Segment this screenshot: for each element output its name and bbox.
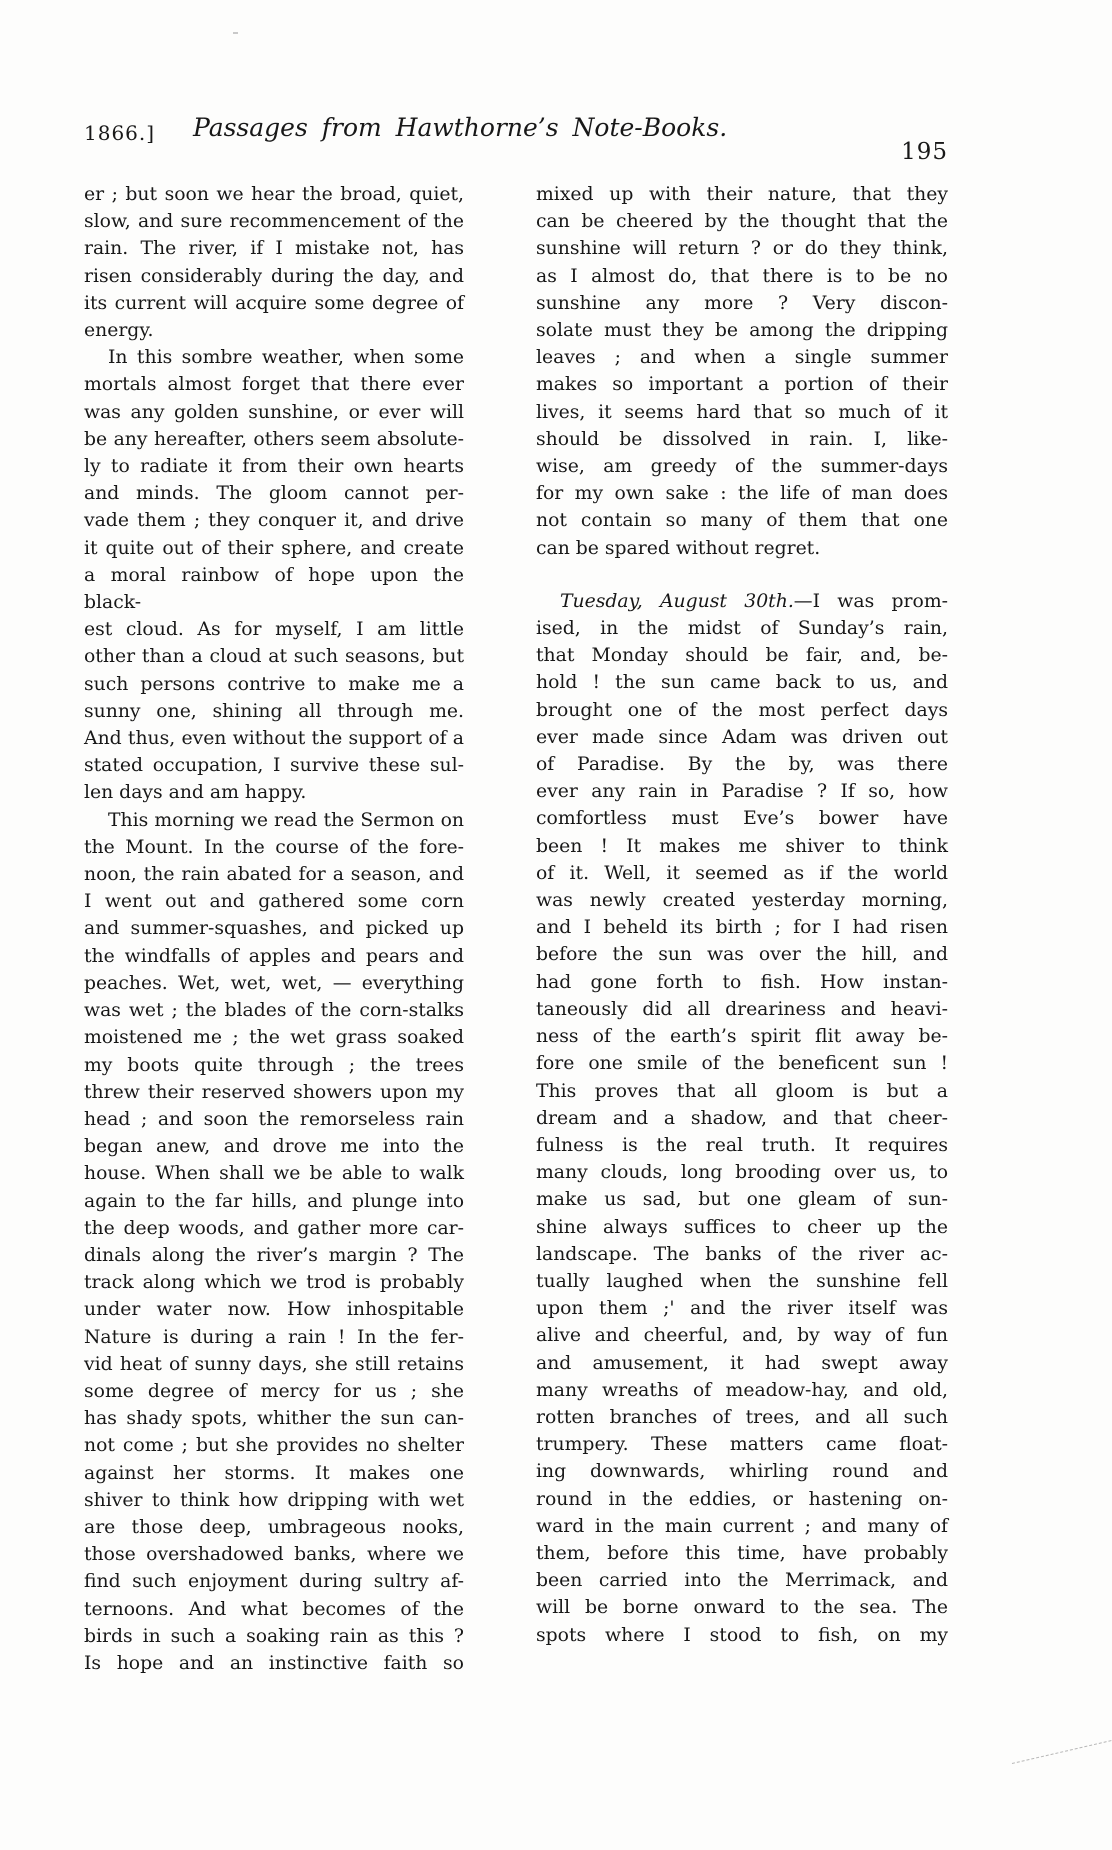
text-line: against her storms. It makes one (84, 1462, 464, 1484)
text-line: of Paradise. By the by, was there (536, 754, 948, 776)
text-line: ing downwards, whirling round and (536, 1461, 948, 1483)
paragraph-sombre-weather (84, 344, 464, 806)
diary-lead-rest: —I was prom- (793, 590, 948, 612)
page-number: 195 (901, 139, 948, 165)
text-line: and amusement, it had swept away (536, 1352, 948, 1374)
text-line: been ! It makes me shiver to think (536, 835, 948, 857)
text-line: fulness is the real truth. It requires (536, 1134, 948, 1156)
text-line: should be dissolved in rain. I, like- (536, 428, 948, 450)
text-line: many wreaths of meadow-hay, and old, (536, 1379, 948, 1401)
text-line: ever any rain in Paradise ? If so, how (536, 781, 948, 803)
text-line: was wet ; the blades of the corn-stalks (84, 1000, 464, 1022)
text-line: spots where I stood to fish, on my (536, 1624, 948, 1646)
paragraph-continuation (84, 181, 464, 344)
text-line: other than a cloud at such seasons, but (84, 646, 464, 668)
text-line: ised, in the midst of Sunday’s rain, (536, 618, 948, 640)
text-line: be any hereafter, others seem absolute- (84, 428, 464, 450)
text-line: threw their reserved showers upon my (84, 1081, 464, 1103)
text-line: can be cheered by the thought that the (536, 211, 948, 233)
text-line: leaves ; and when a single summer (536, 347, 948, 369)
text-line: the windfalls of apples and pears and (84, 945, 464, 967)
running-title: Passages from Hawthorne’s Note-Books. (193, 113, 728, 142)
text-line: it quite out of their sphere, and create (84, 537, 464, 559)
text-line: shiver to think how dripping with wet (84, 1489, 464, 1511)
text-line: landscape. The banks of the river ac- (536, 1243, 948, 1265)
text-line: rain. The river, if I mistake not, has (84, 238, 464, 260)
text-line: track along which we trod is probably (84, 1272, 464, 1294)
text-columns (84, 181, 948, 1677)
paragraph-continuation (536, 181, 948, 562)
right-column (536, 181, 948, 1677)
text-line: was any golden sunshine, or ever will (84, 401, 464, 423)
text-line: its current will acquire some degree of (84, 292, 464, 314)
scan-scratch-line (1012, 1740, 1112, 1764)
diary-entry-first-line (536, 588, 948, 615)
text-line: been carried into the Merrimack, and (536, 1570, 948, 1592)
text-line: round in the eddies, or hastening on- (536, 1488, 948, 1510)
text-line: those overshadowed banks, where we (84, 1544, 464, 1566)
left-column (84, 181, 464, 1677)
text-line: noon, the rain abated for a season, and (84, 864, 464, 886)
text-line: lives, it seems hard that so much of it (536, 401, 948, 423)
text-line: has shady spots, whither the sun can- (84, 1408, 464, 1430)
text-line: len days and am happy. (84, 782, 307, 804)
text-line: birds in such a soaking rain as this ? (84, 1625, 464, 1647)
text-line: mortals almost forget that there ever (84, 374, 464, 396)
text-line: not contain so many of them that one (536, 510, 948, 532)
text-line: of it. Well, it seemed as if the world (536, 862, 948, 884)
scan-speck (233, 32, 238, 34)
text-line: dream and a shadow, and that cheer- (536, 1107, 948, 1129)
text-line: er ; but soon we hear the broad, quiet, (84, 184, 464, 205)
text-line: that Monday should be fair, and, be- (536, 645, 948, 667)
text-line: ness of the earth’s spirit flit away be- (536, 1026, 948, 1048)
text-line: find such enjoyment during sultry af- (84, 1571, 464, 1593)
text-line: can be spared without regret. (536, 537, 821, 559)
text-line: solate must they be among the dripping (536, 320, 948, 342)
text-line: head ; and soon the remorseless rain (84, 1108, 464, 1130)
text-line: some degree of mercy for us ; she (84, 1380, 464, 1402)
page-header (84, 112, 948, 165)
text-line: ever made since Adam was driven out (536, 726, 948, 748)
text-line: tually laughed when the sunshine fell (536, 1270, 948, 1292)
text-line: sunny one, shining all through me. (84, 700, 464, 722)
text-line: I went out and gathered some corn (84, 891, 464, 913)
text-line: a moral rainbow of hope upon the black- (84, 564, 464, 614)
text-line: energy. (84, 320, 154, 342)
text-line: make us sad, but one gleam of sun- (536, 1189, 948, 1211)
diary-entry-lines (536, 615, 948, 1649)
text-line: many clouds, long brooding over us, to (536, 1162, 948, 1184)
text-line: est cloud. As for myself, I am little (84, 619, 464, 641)
paragraph-diary-entry (536, 588, 948, 1649)
text-line: Nature is during a rain ! In the fer- (84, 1326, 464, 1348)
text-line: again to the far hills, and plunge into (84, 1190, 464, 1212)
text-line: ly to radiate it from their own hearts (84, 456, 464, 478)
paragraph-sermon-morning (84, 807, 464, 1678)
text-line: mixed up with their nature, that they (536, 184, 948, 205)
text-line: ternoons. And what becomes of the (84, 1598, 464, 1620)
text-line: are those deep, umbrageous nooks, (84, 1516, 464, 1538)
text-line: Is hope and an instinctive faith so (84, 1652, 464, 1674)
text-line: This proves that all gloom is but a (536, 1080, 948, 1102)
text-line: sunshine any more ? Very discon- (536, 292, 948, 314)
text-line: brought one of the most perfect days (536, 699, 948, 721)
text-line: for my own sake : the life of man does (536, 483, 948, 505)
text-line: slow, and sure recommencement of the (84, 211, 464, 233)
text-line: And thus, even without the support of a (84, 728, 464, 750)
text-line: shine always suffices to cheer up the (536, 1216, 948, 1238)
text-line: house. When shall we be able to walk (84, 1163, 464, 1185)
text-line: dinals along the river’s margin ? The (84, 1244, 464, 1266)
text-line: comfortless must Eve’s bower have (536, 808, 948, 830)
text-line: moistened me ; the wet grass soaked (84, 1027, 464, 1049)
text-line: fore one smile of the beneficent sun ! (536, 1053, 948, 1075)
year-label: 1866.] (84, 121, 156, 145)
text-line: vid heat of sunny days, she still retains (84, 1353, 464, 1375)
text-line: vade them ; they conquer it, and drive (84, 510, 464, 532)
text-line: taneously did all dreariness and heavi- (536, 998, 948, 1020)
text-line: was newly created yesterday morning, (536, 890, 948, 912)
text-line: hold ! the sun came back to us, and (536, 672, 948, 694)
text-line: peaches. Wet, wet, wet, — everything (84, 972, 464, 994)
text-line: such persons contrive to make me a (84, 673, 464, 695)
text-line: as I almost do, that there is to be no (536, 265, 948, 287)
text-line: them, before this time, have probably (536, 1542, 948, 1564)
text-line: alive and cheerful, and, by way of fun (536, 1325, 948, 1347)
text-line: and I beheld its birth ; for I had risen (536, 917, 948, 939)
text-line: under water now. How inhospitable (84, 1299, 464, 1321)
text-line: not come ; but she provides no shelter (84, 1435, 464, 1457)
text-line: and summer-squashes, and picked up (84, 918, 464, 940)
text-line: my boots quite through ; the trees (84, 1054, 464, 1076)
text-line: began anew, and drove me into the (84, 1136, 464, 1158)
text-line: had gone forth to fish. How instan- (536, 971, 948, 993)
text-line: ward in the main current ; and many of (536, 1515, 948, 1537)
text-line: stated occupation, I survive these sul- (84, 755, 464, 777)
text-line: sunshine will return ? or do they think, (536, 238, 948, 260)
text-line: rotten branches of trees, and all such (536, 1406, 948, 1428)
text-line: This morning we read the Sermon on (108, 809, 464, 831)
text-line: upon them ;' and the river itself was (536, 1298, 948, 1320)
text-line: the Mount. In the course of the fore- (84, 836, 464, 858)
text-line: the deep woods, and gather more car- (84, 1217, 464, 1239)
text-line: before the sun was over the hill, and (536, 944, 948, 966)
text-line: In this sombre weather, when some (108, 347, 464, 369)
text-line: and minds. The gloom cannot per- (84, 483, 464, 505)
text-line: makes so important a portion of their (536, 374, 948, 396)
text-line: will be borne onward to the sea. The (536, 1597, 948, 1619)
diary-date: Tuesday, August 30th. (560, 590, 794, 612)
text-line: risen considerably during the day, and (84, 265, 464, 287)
text-line: trumpery. These matters came float- (536, 1434, 948, 1456)
text-line: wise, am greedy of the summer-days (536, 456, 948, 478)
